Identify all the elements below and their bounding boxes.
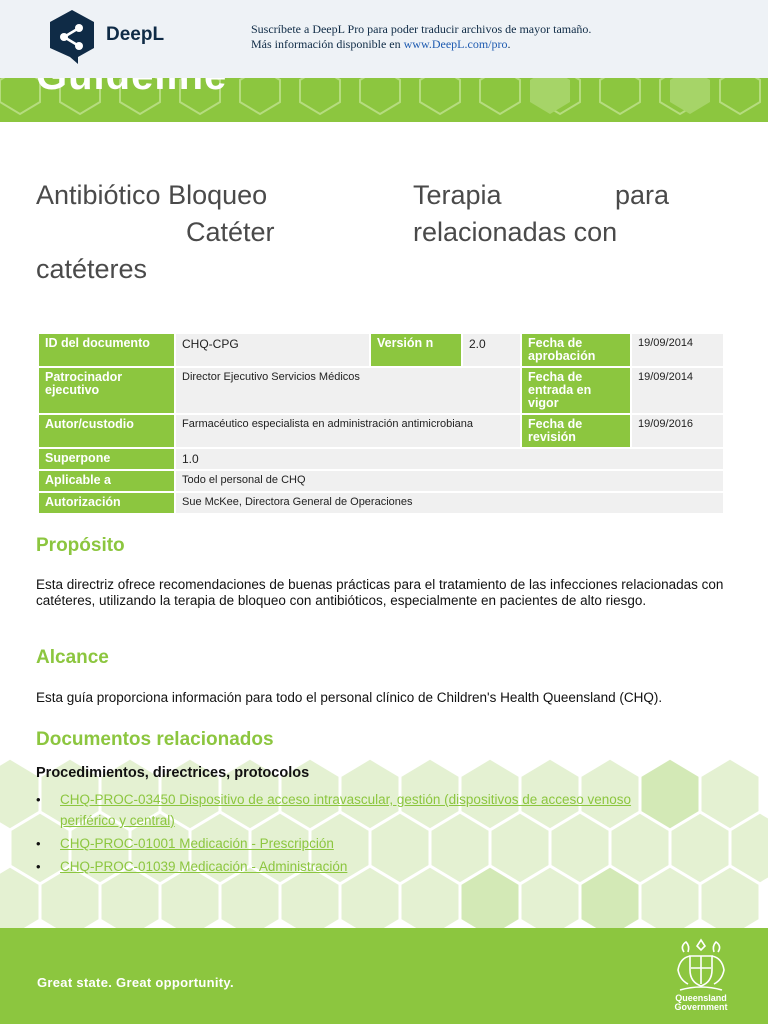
table-value-cell: 19/09/2014 xyxy=(631,367,724,414)
deepl-message-prefix: Más información disponible en xyxy=(251,37,404,51)
table-label-cell: Superpone xyxy=(38,448,175,470)
table-value-cell: 19/09/2016 xyxy=(631,414,724,448)
document-info-table xyxy=(37,332,725,515)
table-label-cell: Versión n xyxy=(370,333,462,367)
table-label-cell: ID del documento xyxy=(38,333,175,367)
document-title xyxy=(36,176,736,296)
list-item xyxy=(36,833,676,854)
deepl-message-line1: Suscríbete a DeepL Pro para poder traducir archivos de mayor tamaño. xyxy=(251,22,592,36)
purpose-text: Esta directriz ofrece recomendaciones de buenas prácticas para el tratamiento de las infecciones relacionadas con catéteres, utilizando la terapia de bloqueo con antibióticos, especialmente en pacientes de alto riesgo. xyxy=(36,577,724,608)
related-docs-heading: Documentos relacionados xyxy=(36,729,274,750)
title-word: catéteres xyxy=(36,254,148,284)
deepl-logo-icon xyxy=(48,10,96,64)
related-docs-list xyxy=(36,789,676,879)
table-label-cell: Fecha de revisión xyxy=(521,414,631,448)
table-row xyxy=(38,333,724,367)
table-row xyxy=(38,492,724,514)
table-label-cell: Autor/custodio xyxy=(38,414,175,448)
title-word: Terapia xyxy=(413,180,502,210)
title-word: relacionadas con xyxy=(413,217,618,247)
table-row xyxy=(38,367,724,414)
deepl-banner xyxy=(0,0,768,78)
title-word: Catéter xyxy=(186,217,275,247)
deepl-message-line2 xyxy=(251,37,591,52)
table-value-cell: Sue McKee, Directora General de Operaciones xyxy=(175,492,724,514)
table-value-cell: 19/09/2014 xyxy=(631,333,724,367)
footer-tagline: Great state. Great opportunity. xyxy=(37,975,234,990)
table-row xyxy=(38,414,724,448)
table-value-cell: Director Ejecutivo Servicios Médicos xyxy=(175,367,521,414)
table-value-cell: Todo el personal de CHQ xyxy=(175,470,724,492)
deepl-message-suffix: . xyxy=(507,37,511,51)
queensland-government-label xyxy=(666,994,736,1012)
queensland-crest-icon xyxy=(670,934,732,996)
table-label-cell: Patrocinador ejecutivo xyxy=(38,367,175,414)
related-docs-subheading: Procedimientos, directrices, protocolos xyxy=(36,765,310,781)
deepl-message xyxy=(251,22,591,52)
table-value-cell: Farmacéutico especialista en administración antimicrobiana xyxy=(175,414,521,448)
scope-heading: Alcance xyxy=(36,647,109,668)
scope-text: Esta guía proporciona información para todo el personal clínico de Children's Health Queensland (CHQ). xyxy=(36,690,663,705)
gov-line1: Queensland xyxy=(675,993,727,1003)
table-label-cell: Fecha de aprobación xyxy=(521,333,631,367)
table-row xyxy=(38,470,724,492)
gov-line2: Government xyxy=(674,1002,728,1012)
related-doc-link[interactable]: CHQ-PROC-01039 Medicación - Administración xyxy=(60,859,348,874)
list-item xyxy=(36,856,676,877)
title-word: para xyxy=(615,180,670,210)
deepl-pro-link[interactable]: www.DeepL.com/pro xyxy=(403,37,508,51)
related-doc-link[interactable]: CHQ-PROC-01001 Medicación - Prescripción xyxy=(60,836,334,851)
table-value-cell: CHQ-CPG xyxy=(175,333,370,367)
table-label-cell: Aplicable a xyxy=(38,470,175,492)
purpose-heading: Propósito xyxy=(36,535,125,556)
title-word: Antibiótico Bloqueo xyxy=(36,180,268,210)
deepl-brand-name: DeepL xyxy=(106,24,165,45)
related-doc-link[interactable]: CHQ-PROC-03450 Dispositivo de acceso intravascular, gestión (dispositivos de acceso venoso periférico y central) xyxy=(60,792,632,828)
table-row xyxy=(38,448,724,470)
footer xyxy=(0,928,768,1024)
table-value-cell: 1.0 xyxy=(175,448,724,470)
table-label-cell: Autorización xyxy=(38,492,175,514)
list-item xyxy=(36,789,676,831)
table-label-cell: Fecha de entrada en vigor xyxy=(521,367,631,414)
table-value-cell: 2.0 xyxy=(462,333,521,367)
